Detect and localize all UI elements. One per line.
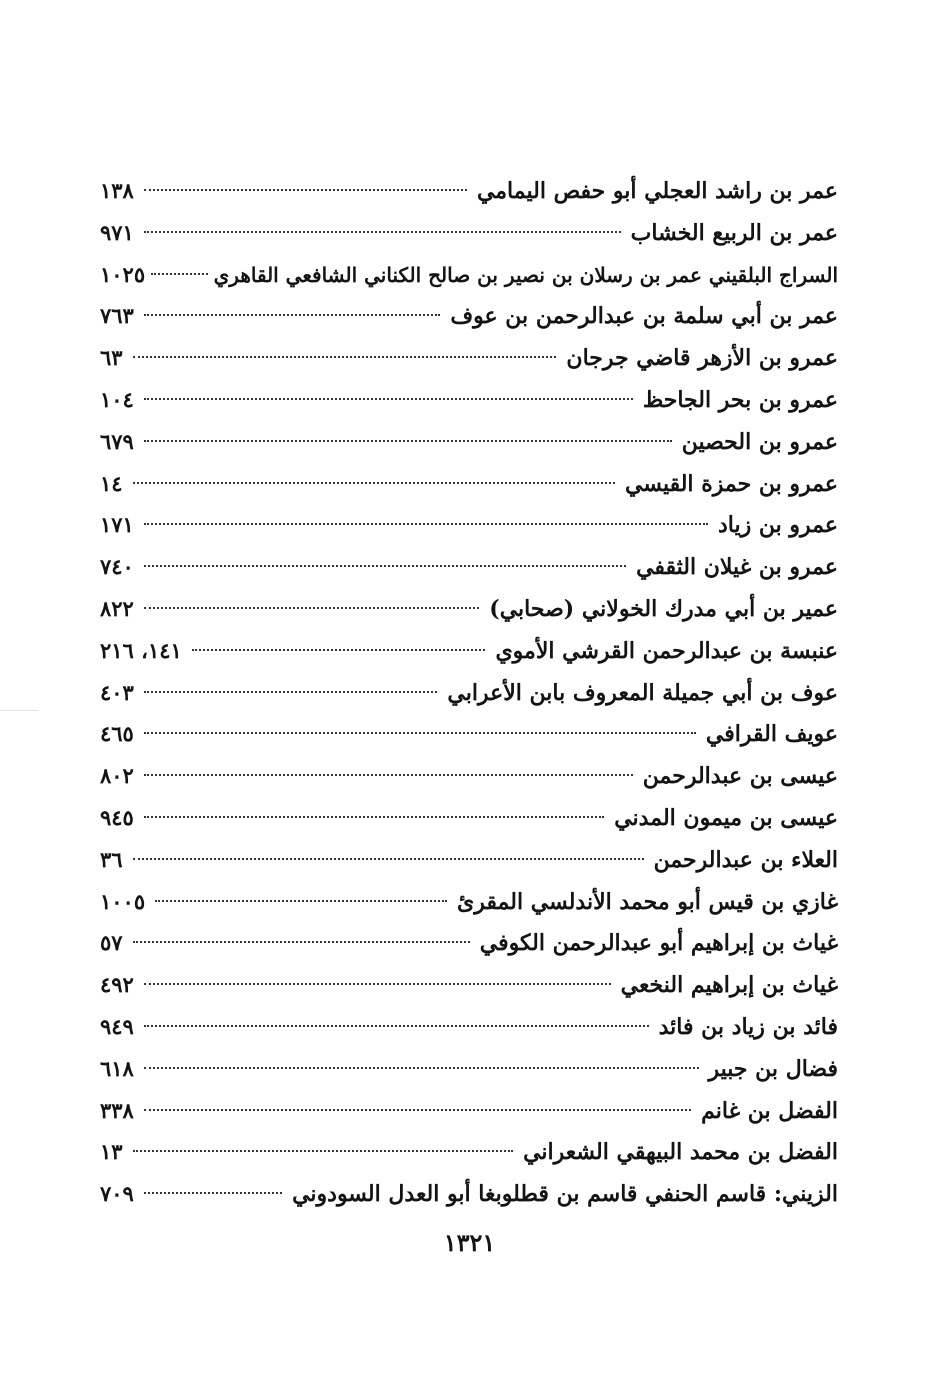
entry-page-ref: ١٣ — [100, 1139, 123, 1165]
leader-dots — [155, 900, 447, 902]
entry-name: عمر بن أبي سلمة بن عبدالرحمن بن عوف — [450, 303, 838, 330]
leader-dots — [144, 816, 604, 818]
index-entry — [100, 546, 838, 588]
entry-page-ref: ٨٢٢ — [100, 595, 134, 621]
entry-page-ref: ٩٤٩ — [100, 1013, 134, 1039]
leader-dots — [144, 983, 611, 985]
leader-dots — [144, 440, 672, 442]
entry-name: الزيني: قاسم الحنفي قاسم بن قطلوبغا أبو العدل السودوني — [292, 1181, 838, 1208]
entry-name: عويف القرافي — [705, 721, 838, 748]
entry-name: عيسى بن عبدالرحمن — [642, 763, 838, 790]
index-entry — [100, 212, 838, 254]
index-entry — [100, 295, 838, 337]
leader-dots — [144, 1192, 282, 1194]
entry-page-ref: ١٠٠٥ — [100, 888, 146, 914]
leader-dots — [144, 691, 438, 693]
index-entry — [100, 672, 838, 714]
index-entry — [100, 379, 838, 421]
leader-dots — [144, 231, 621, 233]
entry-name: عنبسة بن عبدالرحمن القرشي الأموي — [495, 637, 838, 664]
index-entry — [100, 1090, 838, 1132]
entry-page-ref: ٧٠٩ — [100, 1181, 134, 1207]
entry-page-ref: ٤٠٣ — [100, 679, 134, 705]
entry-name: عمر بن الربيع الخشاب — [630, 219, 838, 246]
entry-page-ref: ١٠٢٥ — [100, 261, 146, 287]
entry-page-ref: ٨٠٢ — [100, 763, 134, 789]
leader-dots — [144, 523, 708, 525]
entry-name: عمير بن أبي مدرك الخولاني (صحابي) — [489, 595, 838, 622]
index-entry — [100, 713, 838, 755]
entry-name: عمرو بن حمزة القيسي — [625, 470, 838, 497]
entry-page-ref: ٩٧١ — [100, 219, 134, 245]
entry-page-ref: ٦٧٩ — [100, 428, 134, 454]
entry-page-ref: ١٠٤ — [100, 386, 134, 412]
leader-dots — [133, 356, 557, 358]
leader-dots — [144, 565, 626, 567]
index-entry — [100, 755, 838, 797]
index-entry — [100, 170, 838, 212]
leader-dots — [144, 1025, 649, 1027]
index-entry — [100, 1131, 838, 1173]
index-entry — [100, 588, 838, 630]
index-entry — [100, 922, 838, 964]
entry-page-ref: ٥٧ — [100, 930, 123, 956]
leader-dots — [144, 314, 441, 316]
entry-page-ref: ٩٤٥ — [100, 804, 134, 830]
entry-name: السراج البلقيني عمر بن رسلان بن نصير بن صالح الكناني الشافعي القاهري — [213, 262, 838, 287]
entry-name: عيسى بن ميمون المدني — [614, 804, 838, 831]
entry-name: عوف بن أبي جميلة المعروف بابن الأعرابي — [447, 679, 838, 706]
scan-margin-line — [0, 710, 38, 711]
entry-page-ref: ٤٦٥ — [100, 721, 134, 747]
index-entry — [100, 421, 838, 463]
leader-dots — [151, 273, 208, 275]
entry-name: غياث بن إبراهيم أبو عبدالرحمن الكوفي — [479, 930, 838, 957]
entry-name: عمر بن راشد العجلي أبو حفص اليمامي — [476, 178, 838, 204]
entry-name: فضال بن جبير — [708, 1055, 838, 1082]
entry-name: غازي بن قيس أبو محمد الأندلسي المقرئ — [457, 888, 838, 915]
entry-page-ref: ٣٣٨ — [100, 1097, 134, 1123]
leader-dots — [144, 1109, 691, 1111]
leader-dots — [144, 189, 467, 191]
entry-name: عمرو بن غيلان الثقفي — [636, 554, 838, 581]
entry-name: عمرو بن زياد — [717, 512, 838, 539]
entry-name: الفضل بن محمد البيهقي الشعراني — [523, 1139, 838, 1166]
entry-name: الفضل بن غانم — [701, 1097, 838, 1124]
leader-dots — [144, 607, 479, 609]
leader-dots — [144, 1067, 699, 1069]
index-entry — [100, 881, 838, 923]
entry-page-ref: ٧٤٠ — [100, 554, 134, 580]
index-entry — [100, 630, 838, 672]
leader-dots — [133, 1150, 514, 1152]
leader-dots — [133, 941, 470, 943]
leader-dots — [133, 858, 644, 860]
page-number: ١٣٢١ — [443, 1228, 496, 1257]
index-entry — [100, 337, 838, 379]
entry-name: فائد بن زياد بن فائد — [658, 1013, 838, 1040]
leader-dots — [144, 398, 633, 400]
index-entry — [100, 797, 838, 839]
entry-name: غياث بن إبراهيم النخعي — [620, 972, 838, 999]
index-entry — [100, 839, 838, 881]
index-entry — [100, 1006, 838, 1048]
entry-page-ref: ٧٦٣ — [100, 303, 134, 329]
leader-dots — [192, 649, 486, 651]
entry-page-ref: ٣٦ — [100, 846, 123, 872]
leader-dots — [144, 732, 696, 734]
index-entry — [100, 504, 838, 546]
index-entry — [100, 1173, 838, 1215]
index-entry — [100, 1048, 838, 1090]
index-entry — [100, 964, 838, 1006]
name-index-list — [100, 170, 838, 1215]
leader-dots — [133, 482, 615, 484]
entry-page-ref: ١٤ — [100, 470, 123, 496]
index-entry — [100, 254, 838, 296]
entry-page-ref: ٤٩٢ — [100, 972, 134, 998]
entry-page-ref: ١٣٨ — [100, 178, 134, 203]
entry-page-ref: ١٧١ — [100, 512, 134, 538]
entry-name: عمرو بن بحر الجاحظ — [642, 386, 838, 413]
entry-page-ref: ٦٣ — [100, 345, 123, 371]
entry-name: عمرو بن الأزهر قاضي جرجان — [566, 345, 838, 372]
index-entry — [100, 463, 838, 505]
leader-dots — [144, 774, 633, 776]
entry-page-ref: ١٤١، ٢١٦ — [100, 637, 182, 663]
entry-name: العلاء بن عبدالرحمن — [653, 846, 838, 873]
entry-name: عمرو بن الحصين — [681, 428, 838, 455]
entry-page-ref: ٦١٨ — [100, 1055, 134, 1081]
